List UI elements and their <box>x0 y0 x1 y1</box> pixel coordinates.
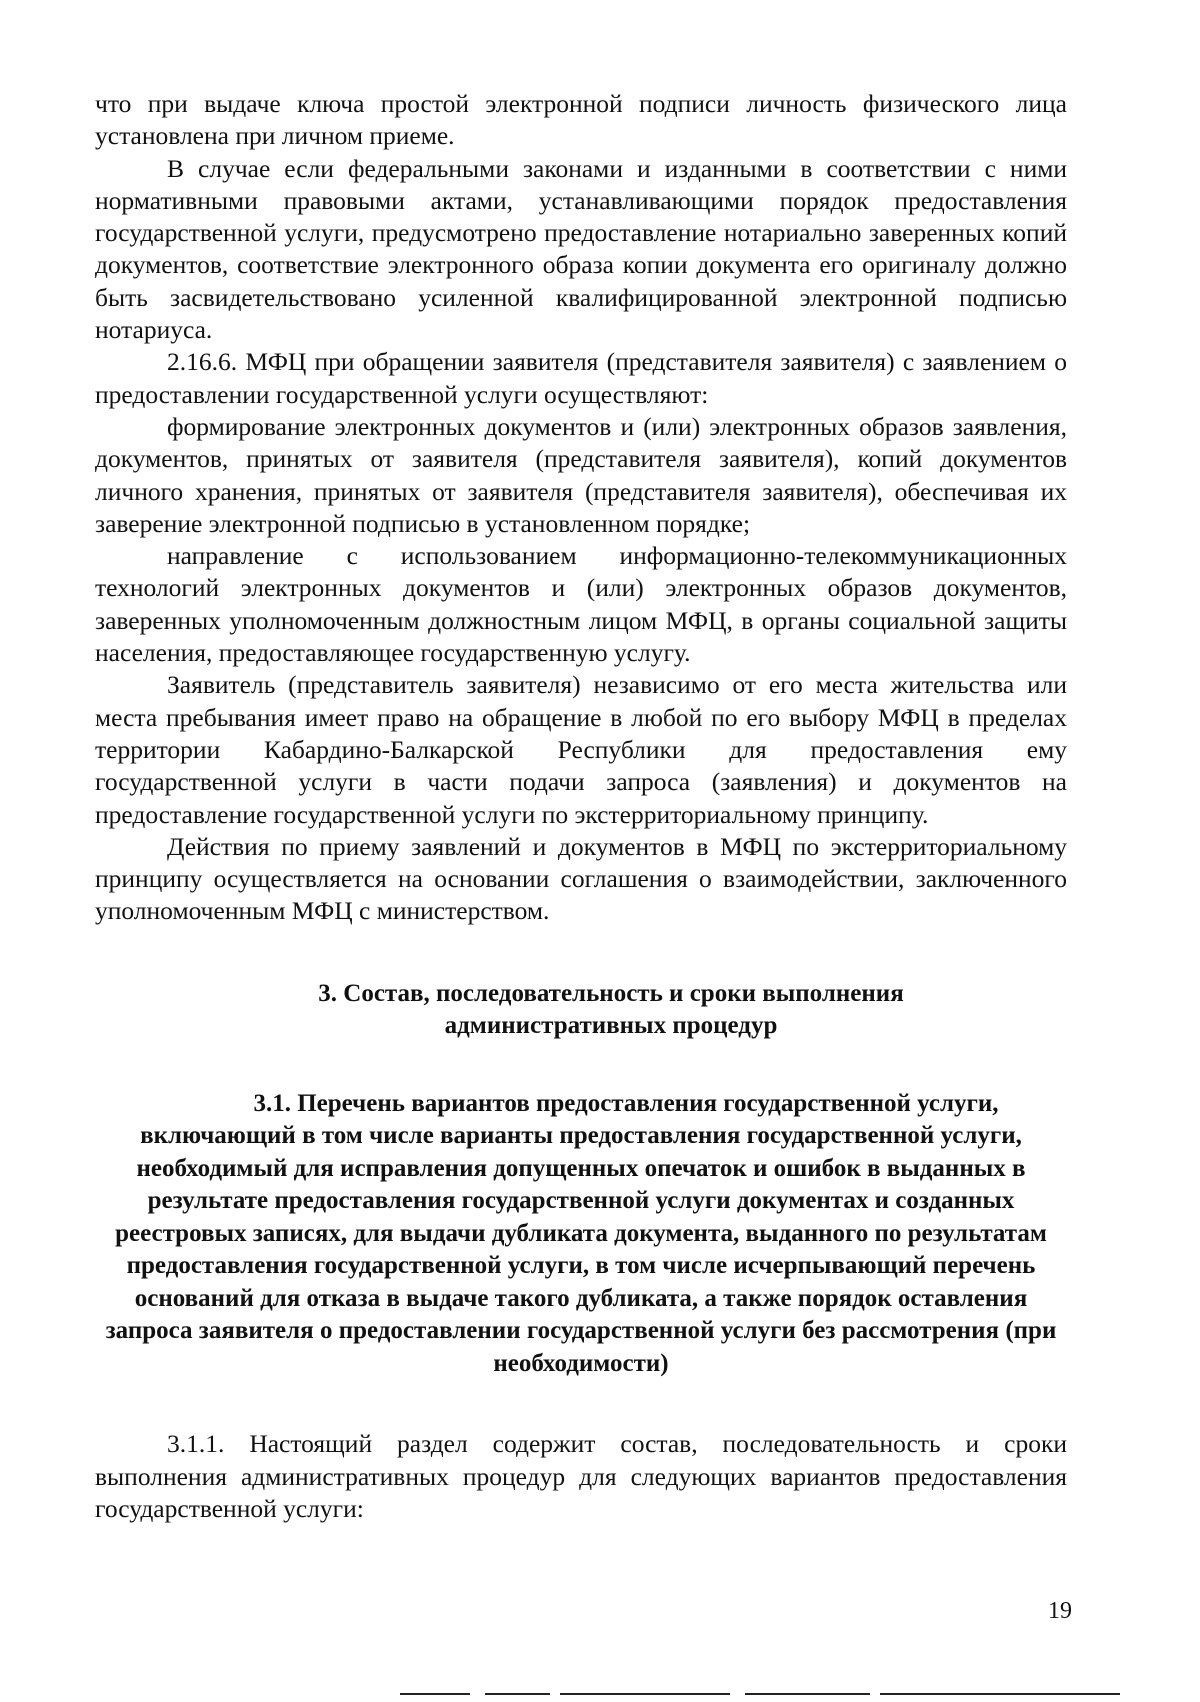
section-3-heading-line2: административных процедур <box>444 1012 778 1040</box>
section-3-1-heading-line1: 3.1. Перечень вариантов предоставления государственной услуги, <box>253 1089 999 1117</box>
document-page <box>95 88 1067 1525</box>
paragraph-continuation: что при выдаче ключа простой электронной подписи личность физического лица установлена при личном приеме. <box>95 89 1067 151</box>
paragraph-forming-documents: формирование электронных документов и (или) электронных образов заявления, документов, принятых от заявителя (представителя заявителя), копий документов личного хранения, принятых от заявителя (представителя заявителя), обеспечивая их заверение электронной подписью в установленном порядке; <box>95 411 1067 538</box>
paragraph-2-16-6: 2.16.6. МФЦ при обращении заявителя (представителя заявителя) с заявлением о предоставлении государственной услуги осуществляют: <box>95 347 1067 409</box>
section-3-heading-line1: 3. Состав, последовательность и сроки выполнения <box>318 979 904 1007</box>
section-3-heading <box>95 978 1067 1043</box>
paragraph-3-1-1: 3.1.1. Настоящий раздел содержит состав, последовательность и сроки выполнения административных процедур для следующих вариантов предоставления государственной услуги: <box>95 1429 1067 1523</box>
section-3-1-heading <box>95 1088 1067 1381</box>
footer-rule <box>400 1693 1120 1695</box>
paragraph-applicant-rights: Заявитель (представитель заявителя) независимо от его места жительства или места пребывания имеет право на обращение в любой по его выбору МФЦ в пределах территории Кабардино-Балкарской Республики для предоставления ему государственной услуги в части подачи запроса (заявления) и документов на предоставление государственной услуги по экстерриториальному принципу. <box>95 670 1067 829</box>
section-3-1-heading-rest: включающий в том числе варианты предоставления государственной услуги, необходимый для исправления допущенных опечаток и ошибок в выданных в результате предоставления государственной услуги документах и созданных реестровых записях, для выдачи дубликата документа, выданного по результатам предоставления государственной услуги, в том числе исчерпывающий перечень оснований для отказа в выдаче такого дубликата, а также порядок оставления запроса заявителя о предоставлении государственной услуги без рассмотрения (при необходимости) <box>105 1122 1057 1377</box>
page-number: 19 <box>1048 1598 1072 1624</box>
paragraph-notary: В случае если федеральными законами и изданными в соответствии с ними нормативными правовыми актами, устанавливающими порядок предоставления государственной услуги, предусмотрено предоставление нотариально заверенных копий документов, соответствие электронного образа копии документа его оригиналу должно быть засвидетельствовано усиленной квалифицированной электронной подписью нотариуса. <box>95 153 1067 345</box>
paragraph-sending-documents: направление с использованием информационно-телекоммуникационных технологий электронных документов и (или) электронных образов документов, заверенных уполномоченным должностным лицом МФЦ, в органы социальной защиты населения, предоставляющее государственную услугу. <box>95 541 1067 668</box>
paragraph-extraterritorial: Действия по приему заявлений и документов в МФЦ по экстерриториальному принципу осуществляется на основании соглашения о взаимодействии, заключенного уполномоченным МФЦ с министерством. <box>95 831 1067 926</box>
